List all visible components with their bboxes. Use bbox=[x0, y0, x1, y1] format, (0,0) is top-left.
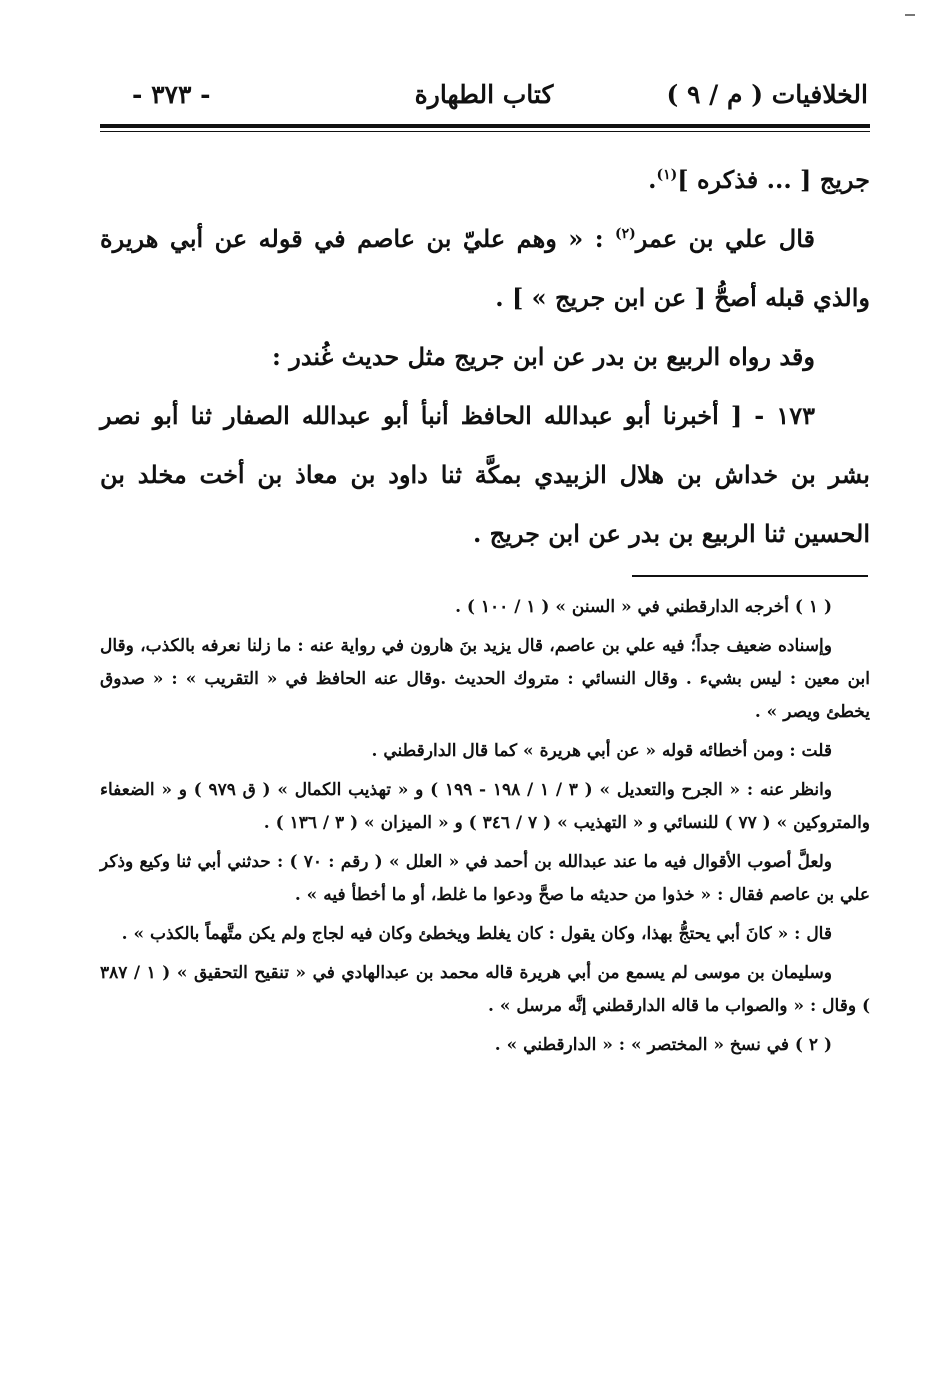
footnote-1-paragraph-e: قال : « كانَ أبي يحتجُّ بهذا، وكان يقول : كان يغلط ويخطئ وكان فيه لجاج ولم يكن متَّهماً بالكذب » . bbox=[121, 924, 832, 944]
header-rule-thin bbox=[100, 131, 870, 132]
paragraph-3: وقد رواه الربيع بن بدر عن ابن جريج مثل حديث غُندر : bbox=[272, 342, 815, 371]
footnote-1-paragraph-a: وإسناده ضعيف جداً؛ فيه علي بن عاصم، قال يزيد بنَ هارون في رواية عنه : ما زلنا نعرفه بالكذب، وقال ابن معين : ليس بشيء . وقال النسائي : متروك الحديث .وقال عنه الحافظ في « التقريب » : « صدوق يخطئ ويصر » . bbox=[100, 636, 870, 722]
paragraph-1-text: جريج [ ... فذكره ] bbox=[677, 165, 870, 194]
paragraph-2-rest: : « وهم عليّ بن عاصم في قوله عن أبي هريرة والذي قبله أصحُّ [ عن ابن جريج » ] . bbox=[100, 224, 870, 312]
hadith-173: ١٧٣ - [ أخبرنا أبو عبدالله الحافظ أنبأ أبو عبدالله الصفار ثنا أبو نصر بشر بن خداش بن هلال الزبيدي بمكَّة ثنا داود بن معاذ بن أخت مخلد بن الحسين ثنا الربيع بن بدر عن ابن جريج . bbox=[100, 401, 870, 548]
scan-mark bbox=[905, 14, 915, 16]
paragraph-2-start: قال علي بن عمر bbox=[635, 224, 815, 253]
footnote-1-paragraph-f: وسليمان بن موسى لم يسمع من أبي هريرة قاله محمد بن عبدالهادي في « تنقيح التحقيق » ( ١ / ٣٨٧ ) وقال : « والصواب ما قاله الدارقطني إنَّه مرسل » . bbox=[100, 963, 870, 1016]
footnote-1-paragraph-d: ولعلَّ أصوب الأقوال فيه ما عند عبدالله بن أحمد في « العلل » ( رقم : ٧٠ ) : حدثني أبي ثنا وكيع وذكر علي بن عاصم فقال : « خذوا من حديثه ما صحَّ ودعوا ما غلط، أو ما أخطأ فيه » . bbox=[100, 852, 870, 905]
main-text bbox=[100, 150, 870, 563]
paragraph-2 bbox=[100, 209, 870, 327]
paragraph-1-end: . bbox=[648, 165, 657, 194]
footnote-ref-2: (٢) bbox=[615, 226, 636, 242]
running-title: الخلافيات ( م / ٩ ) bbox=[666, 80, 868, 109]
footnotes bbox=[100, 591, 870, 1068]
footnote-2: ( ٢ ) في نسخ « المختصر » : « الدارقطني » . bbox=[494, 1035, 832, 1055]
footnote-ref-1: (١) bbox=[656, 167, 678, 183]
paragraph-1 bbox=[100, 150, 870, 209]
page-number: - ٣٧٣ - bbox=[132, 80, 211, 109]
footnote-1-paragraph-c: وانظر عنه : « الجرح والتعديل » ( ٣ / ١ / ١٩٨ - ١٩٩ ) و « تهذيب الكمال » ( ق ٩٧٩ ) و « الضعفاء والمتروكين » ( ٧٧ ) للنسائي و « التهذيب » ( ٧ / ٣٤٦ ) و « الميزان » ( ٣ / ١٣٦ ) . bbox=[100, 780, 870, 833]
page-header bbox=[100, 80, 868, 120]
book-title: كتاب الطهارة bbox=[414, 80, 554, 109]
header-rule-thick bbox=[100, 124, 870, 128]
footnote-1-paragraph-b: قلت : ومن أخطائه قوله « عن أبي هريرة » كما قال الدارقطني . bbox=[371, 741, 832, 761]
footnote-1: ( ١ ) أخرجه الدارقطني في « السنن » ( ١ / ١٠٠ ) . bbox=[455, 597, 832, 617]
footnote-separator bbox=[632, 575, 868, 577]
